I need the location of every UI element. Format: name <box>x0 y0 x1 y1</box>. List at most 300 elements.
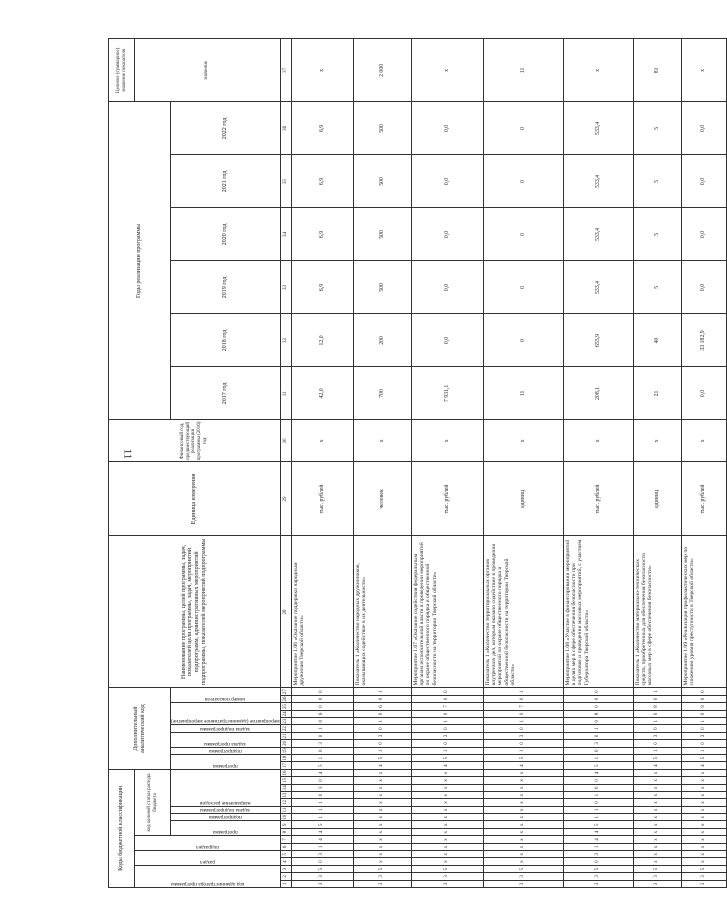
code-cell: 1 <box>483 718 563 725</box>
code-cell: 8 <box>563 710 633 717</box>
code-cell: 3 <box>633 873 681 880</box>
code-cell: 5 <box>291 762 353 769</box>
code-cell: х <box>483 821 563 828</box>
year-value: 500 <box>353 155 411 208</box>
code-cell: х <box>681 851 726 858</box>
year-value: 533,4 <box>563 102 633 155</box>
code-cell: х <box>633 828 681 835</box>
target-article-header: код целевой статьи расхода бюджета <box>135 769 171 836</box>
column-number: 20 <box>280 740 291 747</box>
code-cell: х <box>681 814 726 821</box>
code-cell: х <box>483 769 563 776</box>
year-value: 0,0 <box>411 155 483 208</box>
row-target: 2 000 <box>353 39 411 102</box>
code-cell: 5 <box>411 865 483 872</box>
year-value: 6,9 <box>291 102 353 155</box>
code-cell: х <box>353 806 411 813</box>
year-value: 500 <box>353 261 411 314</box>
code-cell: 4 <box>291 836 353 843</box>
code-cell: х <box>681 828 726 835</box>
code-cell: х <box>411 843 483 850</box>
column-number: 8 <box>280 828 291 835</box>
year-header-2021: 2021 год <box>171 155 281 208</box>
code-cell: х <box>681 821 726 828</box>
unit-column-header: Единица измерения <box>109 462 281 536</box>
code-cell: 1 <box>353 747 411 754</box>
row-unit: тыс. рублей <box>563 462 633 536</box>
year-header-2019: 2019 год <box>171 261 281 314</box>
code-cell: 3 <box>483 873 563 880</box>
code-cell: 0 <box>563 784 633 791</box>
code-cell: х <box>483 851 563 858</box>
code-cell: 0 <box>563 718 633 725</box>
code-cell: 0 <box>633 695 681 702</box>
column-number: 31 <box>280 367 291 420</box>
code-cell: 6 <box>353 703 411 710</box>
code-cell: х <box>353 777 411 784</box>
row-name: Мероприятие 1.06 «Оказание поддержки народным дружинам Тверской области» <box>291 536 353 688</box>
code-cell: 1 <box>291 843 353 850</box>
code-cell: 5 <box>353 865 411 872</box>
code-cell: 3 <box>291 880 353 887</box>
code-cell: 0 <box>353 725 411 732</box>
code-cell: 4 <box>291 769 353 776</box>
code-cell: х <box>633 814 681 821</box>
code-cell: 5 <box>563 762 633 769</box>
year-value: 0 <box>483 208 563 261</box>
code-cell: 5 <box>411 754 483 761</box>
year-header-2022: 2022 год <box>171 102 281 155</box>
table-row <box>291 39 353 888</box>
code-cell: 0 <box>681 688 726 695</box>
a-event-header: мероприятие (административное мероприятие) <box>171 703 281 725</box>
code-cell: 1 <box>411 747 483 754</box>
column-number: 2 <box>280 873 291 880</box>
column-number: 17 <box>280 762 291 769</box>
code-cell: 3 <box>633 732 681 739</box>
year-value: 0,0 <box>681 208 726 261</box>
row-prev-year: х <box>563 420 633 462</box>
column-number: 37 <box>280 39 291 102</box>
code-cell: 5 <box>483 754 563 761</box>
year-value: 700 <box>353 367 411 420</box>
code-cell: х <box>411 821 483 828</box>
code-cell: 9 <box>681 703 726 710</box>
code-cell: 4 <box>633 762 681 769</box>
table-row <box>633 39 681 888</box>
code-cell: 1 <box>353 718 411 725</box>
year-value: 533,4 <box>563 155 633 208</box>
code-cell: 4 <box>353 762 411 769</box>
year-value: 0,0 <box>411 208 483 261</box>
year-value: 533,4 <box>563 208 633 261</box>
code-cell: 0 <box>483 710 563 717</box>
code-cell: 0 <box>411 725 483 732</box>
year-value: 200 <box>353 314 411 367</box>
row-prev-year: х <box>633 420 681 462</box>
code-cell: 3 <box>291 784 353 791</box>
row-prev-year: х <box>411 420 483 462</box>
column-number: 23 <box>280 718 291 725</box>
row-name: Мероприятие 1.08 «Участие в финансировании мероприятий в целях мер в сфере обеспечения безопасности при подготовке и проведении массовых мероприятий, с участием Губернатора Тверской области» <box>563 536 633 688</box>
table-row <box>411 39 483 888</box>
a-program-header: программа <box>171 754 281 769</box>
code-cell: х <box>411 806 483 813</box>
code-cell: 0 <box>633 710 681 717</box>
column-number: 14 <box>280 784 291 791</box>
row-unit: тыс. рублей <box>411 462 483 536</box>
year-value: 7 931,1 <box>411 367 483 420</box>
year-value: 0 <box>483 261 563 314</box>
table-row <box>563 39 633 888</box>
code-cell: х <box>681 791 726 798</box>
code-cell: 4 <box>563 828 633 835</box>
code-cell: х <box>353 828 411 835</box>
a-task-program-header: задача программы <box>171 732 281 747</box>
code-cell: 4 <box>291 828 353 835</box>
row-unit: тыс. рублей <box>681 462 726 536</box>
column-number: 12 <box>280 799 291 806</box>
column-number: 36 <box>280 102 291 155</box>
code-cell: х <box>411 851 483 858</box>
year-value: 21 <box>633 367 681 420</box>
year-value: 0,0 <box>411 261 483 314</box>
code-cell: х <box>633 851 681 858</box>
code-cell: х <box>681 769 726 776</box>
code-cell: 1 <box>633 718 681 725</box>
code-cell: 4 <box>483 762 563 769</box>
code-cell: 1 <box>563 754 633 761</box>
column-number: 28 <box>280 536 291 688</box>
year-value: 0 <box>483 314 563 367</box>
code-cell: 0 <box>633 725 681 732</box>
code-cell: х <box>411 777 483 784</box>
code-cell: х <box>353 836 411 843</box>
code-cell: 4 <box>411 762 483 769</box>
year-value: 0,0 <box>681 155 726 208</box>
table-row <box>681 39 726 888</box>
code-cell: 5 <box>563 865 633 872</box>
code-cell: х <box>681 777 726 784</box>
row-target: х <box>411 39 483 102</box>
year-value: 533,4 <box>563 261 633 314</box>
code-cell: 5 <box>563 821 633 828</box>
code-cell: х <box>633 777 681 784</box>
code-cell: 0 <box>563 732 633 739</box>
code-cell: 0 <box>411 710 483 717</box>
year-header-2020: 2020 год <box>171 208 281 261</box>
code-cell: 0 <box>563 695 633 702</box>
column-number: 33 <box>280 261 291 314</box>
column-number: 25 <box>280 703 291 710</box>
code-cell: х <box>681 843 726 850</box>
code-cell: х <box>411 769 483 776</box>
program-table <box>108 38 727 888</box>
column-number: 11 <box>280 806 291 813</box>
code-cell: х <box>411 858 483 865</box>
task-sub-code-header: задача подпрограммы <box>171 806 281 813</box>
code-cell: 0 <box>563 747 633 754</box>
page-number: 11 <box>121 448 134 460</box>
name-column-header: Наименование программы, целей программы, задач, показателей цели программы, задач, мероприятий подпрограмм, административных мероприятий подпрограммы, показателей мероприятий подпрограммы <box>109 536 281 688</box>
column-number-row <box>280 39 291 888</box>
row-prev-year: х <box>681 420 726 462</box>
code-cell: 5 <box>483 865 563 872</box>
code-cell: х <box>633 769 681 776</box>
code-cell: 0 <box>411 740 483 747</box>
code-cell: 1 <box>681 747 726 754</box>
code-cell: 1 <box>563 725 633 732</box>
header-row-top <box>109 39 135 888</box>
row-prev-year: х <box>353 420 411 462</box>
code-cell: х <box>633 806 681 813</box>
row-target: х <box>681 39 726 102</box>
row-name: Мероприятие 1.09 «Реализация профилактических мер по снижению уровня преступности в Тверской области» <box>681 536 726 688</box>
code-cell: 5 <box>681 865 726 872</box>
table-body <box>109 39 727 888</box>
a-task-sub-header: задача подпрограммы <box>171 725 281 732</box>
code-cell: 1 <box>563 806 633 813</box>
column-number: 10 <box>280 814 291 821</box>
code-cell: 0 <box>291 703 353 710</box>
year-value: 5 <box>633 155 681 208</box>
code-cell: 0 <box>291 695 353 702</box>
year-value: 0 <box>483 155 563 208</box>
code-cell: 4 <box>563 836 633 843</box>
year-value: 6,9 <box>291 155 353 208</box>
code-cell: 3 <box>411 732 483 739</box>
row-name: Мероприятие 1.07 «Оказание содействия федеральным органам исполнительной власти в проведении мероприятий по охране общественного порядка и общественной безопасности на территории Тверской области» <box>411 536 483 688</box>
row-unit: единиц <box>483 462 563 536</box>
column-number: 19 <box>280 747 291 754</box>
row-prev-year: х <box>483 420 563 462</box>
code-cell: 1 <box>411 718 483 725</box>
table-row <box>353 39 411 888</box>
code-cell: х <box>411 828 483 835</box>
code-cell: 0 <box>291 747 353 754</box>
code-cell: 8 <box>633 703 681 710</box>
admin-code-header: код администратора программы <box>135 865 281 887</box>
code-cell: 1 <box>563 843 633 850</box>
code-cell: 1 <box>681 718 726 725</box>
year-value: 500 <box>353 208 411 261</box>
code-cell: 1 <box>291 725 353 732</box>
code-cell: х <box>633 836 681 843</box>
code-cell: х <box>483 799 563 806</box>
years-group-header: Годы реализации программы <box>109 102 171 420</box>
code-cell: 7 <box>411 703 483 710</box>
code-cell: х <box>483 814 563 821</box>
code-cell: 0 <box>483 740 563 747</box>
column-number: 21 <box>280 732 291 739</box>
year-value: 655,9 <box>563 314 633 367</box>
year-value: 33 182,9 <box>681 314 726 367</box>
code-cell: 1 <box>633 747 681 754</box>
code-cell: х <box>353 843 411 850</box>
code-cell: 0 <box>291 688 353 695</box>
code-cell: 0 <box>681 695 726 702</box>
year-value: 5 <box>633 261 681 314</box>
code-cell: 5 <box>291 865 353 872</box>
code-cell: 3 <box>411 880 483 887</box>
section-header: раздел <box>135 851 281 866</box>
code-cell: 0 <box>563 688 633 695</box>
year-header-2018: 2018 год <box>171 314 281 367</box>
code-cell: 3 <box>681 873 726 880</box>
code-cell: 4 <box>563 769 633 776</box>
code-cell: 3 <box>483 732 563 739</box>
codes-group-header: Коды бюджетной классификации <box>109 769 135 887</box>
column-number: 30 <box>280 420 291 462</box>
subprogram-code-header: подпрограмма <box>171 814 281 821</box>
code-cell: х <box>353 791 411 798</box>
row-unit: тыс. рублей <box>291 462 353 536</box>
code-cell: 3 <box>353 880 411 887</box>
code-cell: 1 <box>483 688 563 695</box>
code-cell: 1 <box>291 754 353 761</box>
code-cell: 3 <box>291 873 353 880</box>
column-number: 3 <box>280 865 291 872</box>
code-cell: х <box>483 784 563 791</box>
column-number: 34 <box>280 208 291 261</box>
code-cell: х <box>483 836 563 843</box>
code-cell: 3 <box>563 880 633 887</box>
code-cell: 0 <box>291 791 353 798</box>
code-cell: х <box>483 843 563 850</box>
code-cell: 1 <box>563 814 633 821</box>
code-cell: 0 <box>681 725 726 732</box>
row-name: Показатель 1 «Количество народных дружинников, оказывающих содействие в их деятельности» <box>353 536 411 688</box>
code-cell: 5 <box>291 821 353 828</box>
year-value: 500 <box>353 102 411 155</box>
column-number: 9 <box>280 821 291 828</box>
code-cell: 5 <box>353 754 411 761</box>
code-cell: 3 <box>563 851 633 858</box>
code-cell: 3 <box>411 873 483 880</box>
year-value: 0,0 <box>681 367 726 420</box>
code-cell: 0 <box>353 710 411 717</box>
code-cell: 0 <box>483 725 563 732</box>
row-target: х <box>563 39 633 102</box>
code-cell: х <box>633 799 681 806</box>
code-cell: х <box>353 799 411 806</box>
code-cell: х <box>353 769 411 776</box>
table-row <box>483 39 563 888</box>
code-cell: х <box>411 791 483 798</box>
column-number: 22 <box>280 725 291 732</box>
code-cell: 0 <box>353 740 411 747</box>
code-cell: 1 <box>353 688 411 695</box>
code-cell: 0 <box>291 777 353 784</box>
year-value: 6,9 <box>291 261 353 314</box>
code-cell: 3 <box>483 880 563 887</box>
row-target: 11 <box>483 39 563 102</box>
analytic-code-header: Дополнительный аналитический код <box>109 688 171 769</box>
year-value: 0,0 <box>681 261 726 314</box>
code-cell: х <box>411 814 483 821</box>
row-unit: единиц <box>633 462 681 536</box>
code-cell: 3 <box>681 880 726 887</box>
column-number: 18 <box>280 754 291 761</box>
year-value: 11 <box>483 367 563 420</box>
fin-year-header: Финансовый год, предшествующий реализации программы (2016) год <box>109 420 281 462</box>
year-value: 5 <box>633 102 681 155</box>
row-target: 81 <box>633 39 681 102</box>
year-value: 0,0 <box>411 314 483 367</box>
code-cell: х <box>681 799 726 806</box>
year-value: 6,9 <box>291 208 353 261</box>
code-cell: х <box>353 821 411 828</box>
code-cell: 5 <box>681 754 726 761</box>
code-cell: х <box>681 836 726 843</box>
code-cell: 0 <box>563 703 633 710</box>
code-cell: х <box>353 858 411 865</box>
year-value: 12,0 <box>291 314 353 367</box>
code-cell: х <box>633 821 681 828</box>
column-number: 1 <box>280 880 291 887</box>
code-cell: х <box>353 814 411 821</box>
code-cell: х <box>681 784 726 791</box>
row-unit: человек <box>353 462 411 536</box>
column-number: 27 <box>280 688 291 695</box>
code-cell: х <box>633 858 681 865</box>
code-cell: 3 <box>563 740 633 747</box>
code-cell: 0 <box>563 777 633 784</box>
row-name: Показатель 1 «Количество материально-технических средств, приобретенных для обеспечения безопасности массовых мер в сфере обеспечения безопасности» <box>633 536 681 688</box>
code-cell: 1 <box>291 814 353 821</box>
code-cell: 0 <box>291 718 353 725</box>
code-cell: х <box>483 828 563 835</box>
code-cell: 3 <box>563 873 633 880</box>
a-subprogram-header: подпрограмма <box>171 747 281 754</box>
code-cell: 4 <box>681 762 726 769</box>
code-cell: 3 <box>353 873 411 880</box>
row-target: х <box>291 39 353 102</box>
code-cell: 0 <box>411 695 483 702</box>
column-number: 13 <box>280 791 291 798</box>
code-cell: 3 <box>681 732 726 739</box>
column-number: 29 <box>280 462 291 536</box>
code-cell: 1 <box>483 747 563 754</box>
code-cell: 6 <box>291 710 353 717</box>
row-name: Показатель 1 «Количество территориальных органов внутренних дел, которым оказано содействие в проведении мероприятий по охране общественного порядка и общественной безопасности на территории Тверской области» <box>483 536 563 688</box>
code-cell: 0 <box>633 740 681 747</box>
code-cell: х <box>681 858 726 865</box>
code-cell: х <box>411 784 483 791</box>
column-number: 24 <box>280 710 291 717</box>
column-number: 26 <box>280 695 291 702</box>
year-header-2017: 2017 год <box>171 367 281 420</box>
code-cell: 5 <box>633 754 681 761</box>
code-cell: х <box>483 806 563 813</box>
column-number: 7 <box>280 836 291 843</box>
code-cell: 0 <box>681 740 726 747</box>
column-number: 15 <box>280 777 291 784</box>
subsection-header: подраздел <box>135 836 281 851</box>
code-cell: 0 <box>291 858 353 865</box>
code-cell: 3 <box>291 740 353 747</box>
year-value: 5 <box>633 208 681 261</box>
code-cell: х <box>483 791 563 798</box>
program-code-header: программа <box>171 821 281 836</box>
code-cell: 0 <box>563 799 633 806</box>
value-label-header: значение <box>135 39 281 102</box>
code-cell: х <box>411 799 483 806</box>
code-cell: х <box>633 843 681 850</box>
code-cell: 0 <box>483 695 563 702</box>
code-cell: 1 <box>291 806 353 813</box>
code-cell: 0 <box>563 858 633 865</box>
